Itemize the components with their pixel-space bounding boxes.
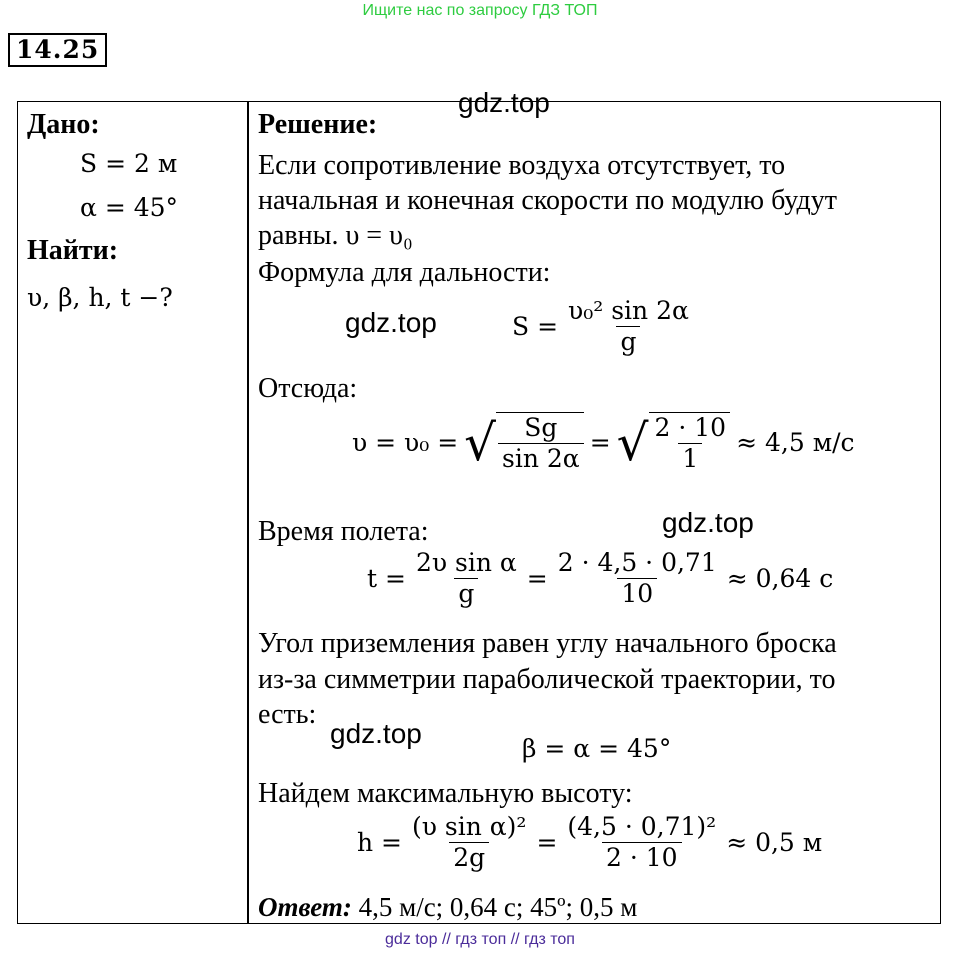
problem-number: 14.25 <box>8 33 107 67</box>
formula-time-num2: 2 · 4,5 · 0,71 <box>557 548 717 577</box>
formula-velocity-num1: Sg <box>524 413 558 442</box>
top-banner: Ищите нас по запросу ГДЗ ТОП <box>362 2 598 19</box>
formula-time-frac2 <box>554 548 721 609</box>
formula-height-frac2 <box>563 812 720 873</box>
answer-line <box>258 891 637 923</box>
formula-range-lhs: S = <box>512 311 559 341</box>
watermark-4: gdz.top <box>330 718 422 749</box>
column-divider <box>247 101 249 924</box>
solution-p5-line3: есть: <box>258 699 317 730</box>
footer-links: gdz top // гдз топ // гдз топ <box>385 931 575 948</box>
formula-velocity-sqrt2 <box>617 412 730 474</box>
formula-velocity-sqrt1 <box>464 412 584 474</box>
formula-velocity-result: ≈ 4,5 м/с <box>736 428 855 457</box>
formula-height-den2: 2 · 10 <box>602 842 682 873</box>
formula-velocity-eq: = <box>589 428 611 457</box>
solution-heading: Решение: <box>258 109 378 140</box>
formula-velocity-lhs: υ = υ₀ = <box>352 428 459 457</box>
formula-height <box>357 812 822 873</box>
sqrt-icon: √ <box>616 414 649 472</box>
formula-velocity-num2: 2 · 10 <box>654 413 727 442</box>
formula-velocity-den2: 1 <box>678 443 702 474</box>
given-s: S = 2 м <box>80 149 178 178</box>
find-line: υ, β, h, t −? <box>27 283 173 312</box>
watermark-2: gdz.top <box>345 307 437 338</box>
solution-p2: Формула для дальности: <box>258 257 551 288</box>
watermark-1: gdz.top <box>458 87 550 118</box>
find-heading: Найти: <box>27 235 119 266</box>
sqrt-icon: √ <box>464 414 497 472</box>
formula-time-eq: = <box>526 563 548 593</box>
formula-time-den2: 10 <box>617 578 657 609</box>
formula-range-fraction <box>564 296 693 357</box>
formula-height-frac1 <box>408 812 530 873</box>
formula-time-frac1 <box>412 548 521 609</box>
formula-velocity-frac2 <box>649 412 731 474</box>
watermark-3: gdz.top <box>662 507 754 538</box>
formula-height-lhs: h = <box>357 827 402 857</box>
formula-height-num1: (υ sin α)² <box>412 812 527 841</box>
solution-p5-line1: Угол приземления равен углу начального броска <box>258 628 837 659</box>
formula-height-result: ≈ 0,5 м <box>726 827 823 857</box>
formula-velocity <box>352 412 855 474</box>
solution-p1-line1: Если сопротивление воздуха отсутствует, то <box>258 150 786 181</box>
formula-range-numerator: υ₀² sin 2α <box>568 296 689 325</box>
formula-velocity-den1: sin 2α <box>498 443 584 474</box>
given-alpha: α = 45° <box>80 193 179 222</box>
given-heading: Дано: <box>27 109 100 140</box>
formula-time-lhs: t = <box>367 563 406 593</box>
solution-p1-line2: начальная и конечная скорости по модулю будут <box>258 185 837 216</box>
formula-height-den1: 2g <box>449 842 489 873</box>
formula-time-den1: g <box>454 578 478 609</box>
answer-label: Ответ: <box>258 892 352 922</box>
solution-p6: Найдем максимальную высоту: <box>258 778 633 809</box>
formula-range <box>512 296 693 357</box>
formula-height-num2: (4,5 · 0,71)² <box>567 812 717 841</box>
formula-range-denominator: g <box>616 326 640 357</box>
solution-p4: Время полета: <box>258 516 429 547</box>
solution-p3: Отсюда: <box>258 373 358 404</box>
answer-text: 4,5 м/с; 0,64 с; 45º; 0,5 м <box>358 892 638 922</box>
formula-angle: β = α = 45° <box>522 734 672 763</box>
formula-time-result: ≈ 0,64 с <box>726 563 834 593</box>
formula-velocity-frac1 <box>496 412 584 474</box>
solution-p1-line3: равны. υ = υ₀ <box>258 220 413 251</box>
formula-time-num1: 2υ sin α <box>415 548 517 577</box>
formula-time <box>367 548 833 609</box>
formula-height-eq: = <box>536 827 558 857</box>
solution-p5-line2: из-за симметрии параболической траектории, то <box>258 664 836 695</box>
